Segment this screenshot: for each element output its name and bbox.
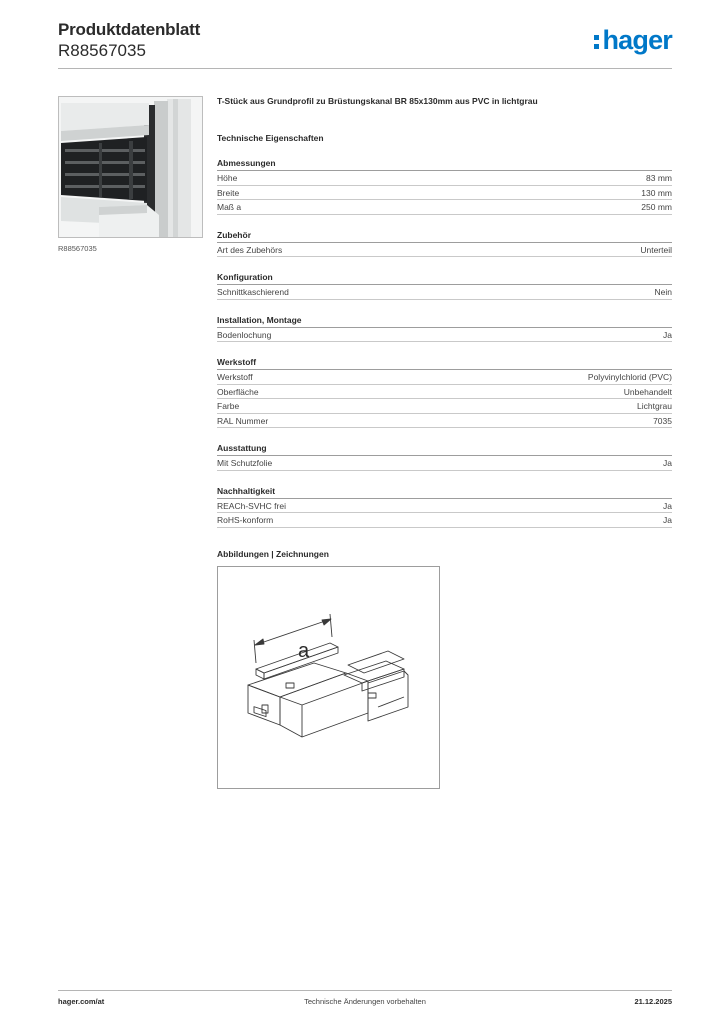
property-value: 250 mm [641,202,672,212]
property-group-title: Nachhaltigkeit [217,486,672,499]
t-piece-drawing-icon [218,567,439,788]
property-row [217,186,672,201]
product-photo [58,96,203,238]
property-label: REACh-SVHC frei [217,500,286,511]
property-value: Unterteil [640,244,672,255]
article-number: R88567035 [58,41,146,60]
footer-date: 21.12.2025 [634,997,672,1006]
property-label: Maß a [217,202,242,212]
property-group-title: Installation, Montage [217,315,672,328]
technical-properties-heading: Technische Eigenschaften [217,133,324,143]
property-row [217,370,672,385]
property-group-title: Abmessungen [217,158,672,171]
property-group-title: Konfiguration [217,272,672,285]
property-row [217,385,672,400]
footer-divider [58,990,672,991]
property-label: RoHS-konform [217,515,274,525]
property-group [217,272,672,300]
property-label: Bodenlochung [217,329,272,340]
property-group [217,357,672,428]
property-row [217,285,672,300]
property-value: Ja [663,329,672,340]
document-title: Produktdatenblatt [58,20,201,39]
property-group-title: Zubehör [217,230,672,243]
property-row [217,328,672,343]
property-value: 7035 [653,415,672,426]
property-group [217,230,672,258]
property-label: Art des Zubehörs [217,244,283,255]
footer-website-link[interactable]: hager.com/at [58,997,105,1006]
property-label: Mit Schutzfolie [217,458,273,468]
property-group [217,486,672,528]
property-group [217,315,672,343]
property-row [217,513,672,528]
property-label: Werkstoff [217,372,253,382]
product-content [217,96,672,789]
dimension-label: a [298,639,310,662]
property-row [217,200,672,215]
property-row [217,171,672,186]
property-label: RAL Nummer [217,415,269,426]
property-row [217,499,672,514]
property-value: 130 mm [641,187,672,198]
property-row [217,399,672,414]
property-label: Breite [217,187,240,198]
property-value: Ja [663,515,672,525]
product-description: T-Stück aus Grundprofil zu Brüstungskanal BR 85x130mm aus PVC in lichtgrau [217,96,538,106]
photo-caption: R88567035 [58,244,97,253]
property-row [217,456,672,471]
logo-text: hager [602,25,672,55]
property-label: Oberfläche [217,386,259,397]
property-value: 83 mm [646,173,672,183]
property-value: Ja [663,500,672,511]
property-group-title: Ausstattung [217,443,672,456]
property-row [217,243,672,258]
product-photo-icon [59,97,203,238]
property-value: Unbehandelt [623,386,672,397]
property-group [217,443,672,471]
property-row [217,414,672,429]
hager-logo [594,26,672,54]
property-label: Farbe [217,401,240,411]
drawings-heading: Abbildungen | Zeichnungen [217,548,329,559]
page-header [58,20,672,61]
property-value: Nein [654,287,672,297]
property-value: Lichtgrau [637,401,672,411]
technical-drawing [217,566,440,789]
logo-colon-icon [594,30,600,50]
property-group [217,158,672,215]
property-group-title: Werkstoff [217,357,672,370]
property-value: Polyvinylchlorid (PVC) [587,372,672,382]
property-groups [217,158,672,528]
property-value: Ja [663,458,672,468]
header-divider [58,68,672,69]
footer-notice: Technische Änderungen vorbehalten [304,997,426,1006]
property-label: Höhe [217,173,238,183]
property-label: Schnittkaschierend [217,287,289,297]
